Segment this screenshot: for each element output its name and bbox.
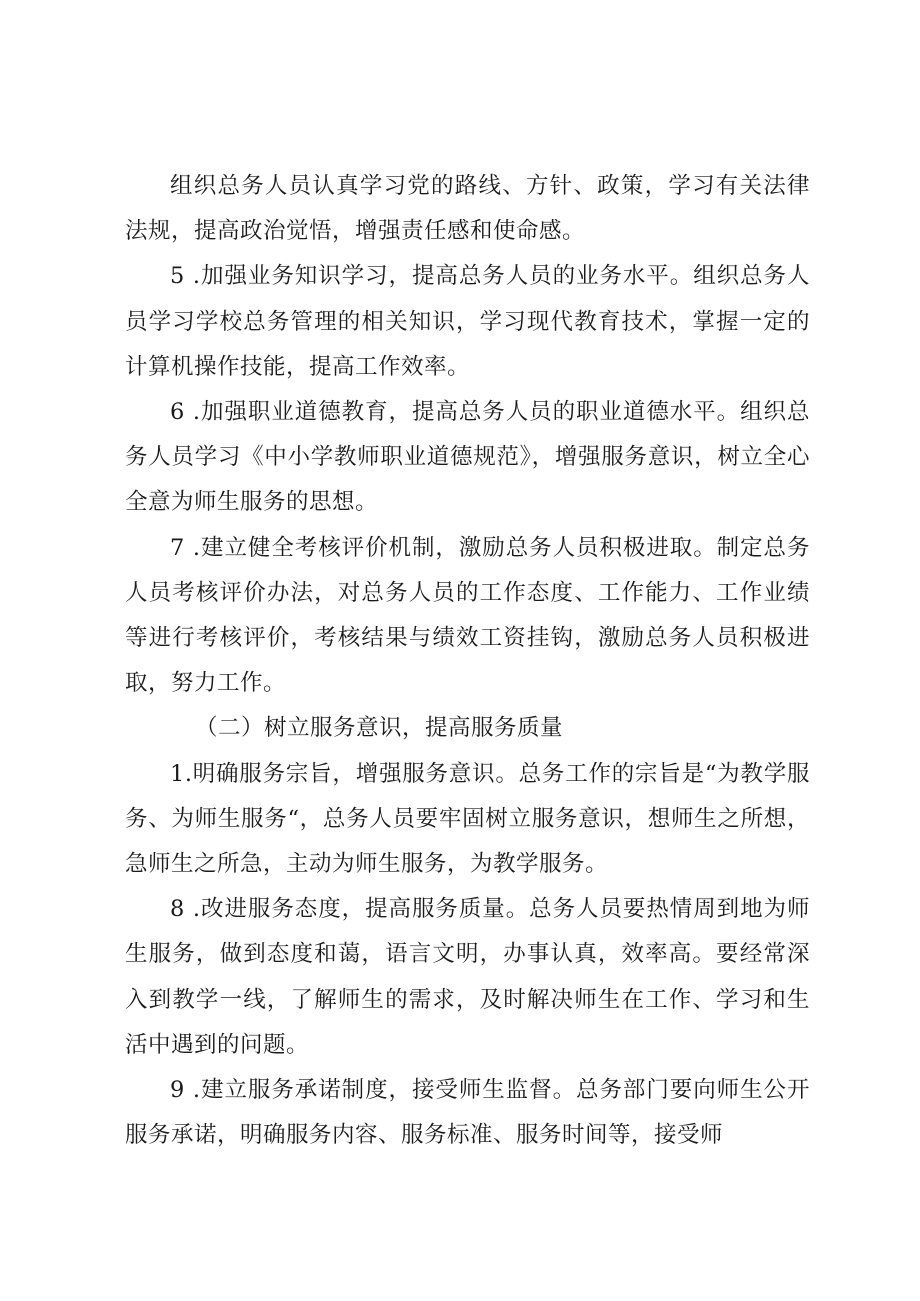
paragraph-item-9: 9 .建立服务承诺制度，接受师生监督。总务部门要向师生公开服务承诺，明确服务内容、服务标准、服务时间等，接受师 xyxy=(125,1077,810,1149)
paragraph-item-6: 6 .加强职业道德教育，提高总务人员的职业道德水平。组织总务人员学习《中小学教师职业道德规范》，增强服务意识，树立全心全意为师生服务的思想。 xyxy=(125,399,810,516)
document-body xyxy=(125,164,810,1158)
paragraph-item-7: 7 .建立健全考核评价机制，激励总务人员积极进取。制定总务人员考核评价办法，对总务人员的工作态度、工作能力、工作业绩等进行考核评价，考核结果与绩效工资挂钩，激励总务人员积极进取，努力工作。 xyxy=(125,534,810,697)
paragraph-item-5: 5 .加强业务知识学习，提高总务人员的业务水平。组织总务人员学习学校总务管理的相关知识，学习现代教育技术，掌握一定的计算机操作技能，提高工作效率。 xyxy=(125,263,810,380)
paragraph-item-8: 8 .改进服务态度，提高服务质量。总务人员要热情周到地为师生服务，做到态度和蔼，语言文明，办事认真，效率高。要经常深入到教学一线，了解师生的需求，及时解决师生在工作、学习和生活中遇到的问题。 xyxy=(125,896,810,1058)
section-heading-service: （二）树立服务意识，提高服务质量 xyxy=(195,715,564,742)
paragraph-political-study: 组织总务人员认真学习党的路线、方针、政策，学习有关法律法规，提高政治觉悟，增强责任感和使命感。 xyxy=(125,173,810,245)
paragraph-item-1: 1.明确服务宗旨，增强服务意识。总务工作的宗旨是“为教学服务、为师生服务“，总务人员要牢固树立服务意识，想师生之所想，急师生之所急，主动为师生服务，为教学服务。 xyxy=(125,760,810,878)
